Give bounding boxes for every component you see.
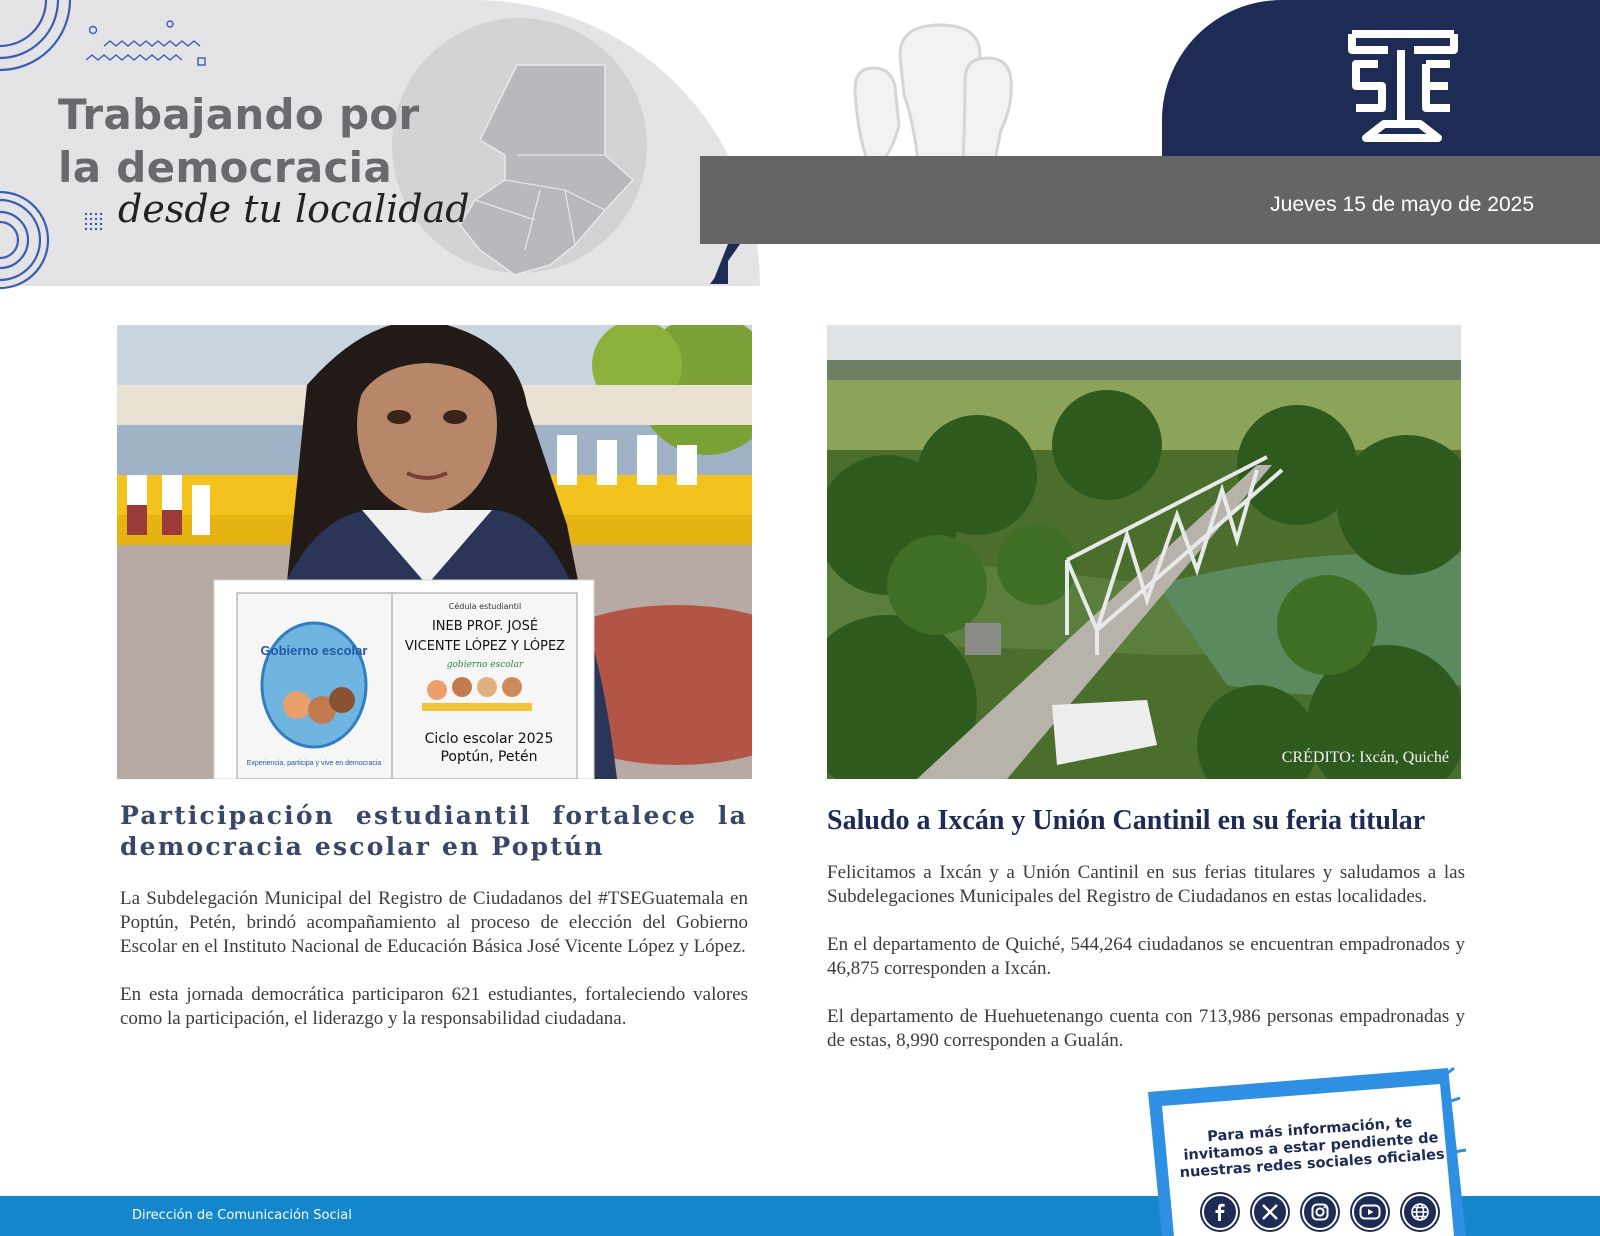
header-title-line-2: la democracia xyxy=(58,143,393,192)
right-paragraph-1: Felicitamos a Ixcán y a Unión Cantinil en sus ferias titulares y saludamos a las Subdelegaciones Municipales del Registro de Ciudadanos en estas localidades. xyxy=(827,862,1465,907)
decorative-wedge xyxy=(700,244,740,284)
header-title-line-1: Trabajando por xyxy=(58,90,420,139)
raised-fists-icon xyxy=(845,20,1035,160)
footer-department: Dirección de Comunicación Social xyxy=(132,1208,352,1223)
youtube-icon[interactable] xyxy=(1352,1194,1388,1230)
card-cycle: Ciclo escolar 2025 xyxy=(424,731,554,747)
right-paragraph-2: En el departamento de Quiché, 544,264 ciudadanos se encuentran empadronados y 46,875 corresponden a Ixcán. xyxy=(827,934,1465,979)
header-subtitle: desde tu localidad xyxy=(118,187,470,231)
badge-ring-text: Experiencia, participa y vive en democracia xyxy=(246,760,382,767)
social-icons xyxy=(1202,1194,1438,1230)
guatemala-map-icon xyxy=(455,60,645,280)
card-caption: Cédula estudiantil xyxy=(448,602,522,611)
left-article-body xyxy=(120,887,748,1055)
decorative-dots xyxy=(84,212,104,232)
badge-title: Gobierno escolar xyxy=(260,643,368,658)
right-paragraph-3: El departamento de Huehuetenango cuenta con 713,986 personas empadronadas y de estas, 8,990 corresponden a Gualán. xyxy=(827,1006,1465,1051)
card-school-1: INEB PROF. JOSÉ xyxy=(431,619,539,634)
student-photo xyxy=(117,325,752,779)
x-icon[interactable] xyxy=(1252,1194,1288,1230)
header xyxy=(0,0,1600,290)
photo-credit: CRÉDITO: Ixcán, Quiché xyxy=(1281,749,1449,766)
facebook-icon[interactable] xyxy=(1202,1194,1238,1230)
publication-date: Jueves 15 de mayo de 2025 xyxy=(1270,193,1534,216)
instagram-icon[interactable] xyxy=(1302,1194,1338,1230)
card-place: Poptún, Petén xyxy=(440,749,538,765)
social-card xyxy=(1148,1062,1478,1236)
bridge-photo xyxy=(827,325,1461,779)
web-icon[interactable] xyxy=(1402,1194,1438,1230)
right-article-body xyxy=(827,861,1465,1077)
left-paragraph-1: La Subdelegación Municipal del Registro de Ciudadanos del #TSEGuatemala en Poptún, Petén, brindó acompañamiento al proceso de elección del Gobierno Escolar en el Instituto Nacional de Educación Básica José Vicente López y López. xyxy=(120,888,748,957)
left-paragraph-2: En esta jornada democrática participaron 621 estudiantes, fortaleciendo valores como la participación, el liderazgo y la responsabilidad ciudadana. xyxy=(120,984,748,1029)
decorative-zigzag xyxy=(86,18,216,73)
card-school-2: VICENTE LÓPEZ Y LÓPEZ xyxy=(404,639,566,654)
tse-logo-icon xyxy=(1348,28,1458,144)
left-article-headline: Participación estudiantil fortalece la democracia escolar en Poptún xyxy=(120,801,748,861)
social-invitation-text: Para más información, te invitamos a estar pendiente de nuestras redes sociales oficiales xyxy=(1179,1114,1446,1182)
right-article-headline: Saludo a Ixcán y Unión Cantinil en su feria titular xyxy=(827,805,1426,836)
card-gob: gobierno escolar xyxy=(446,660,524,670)
